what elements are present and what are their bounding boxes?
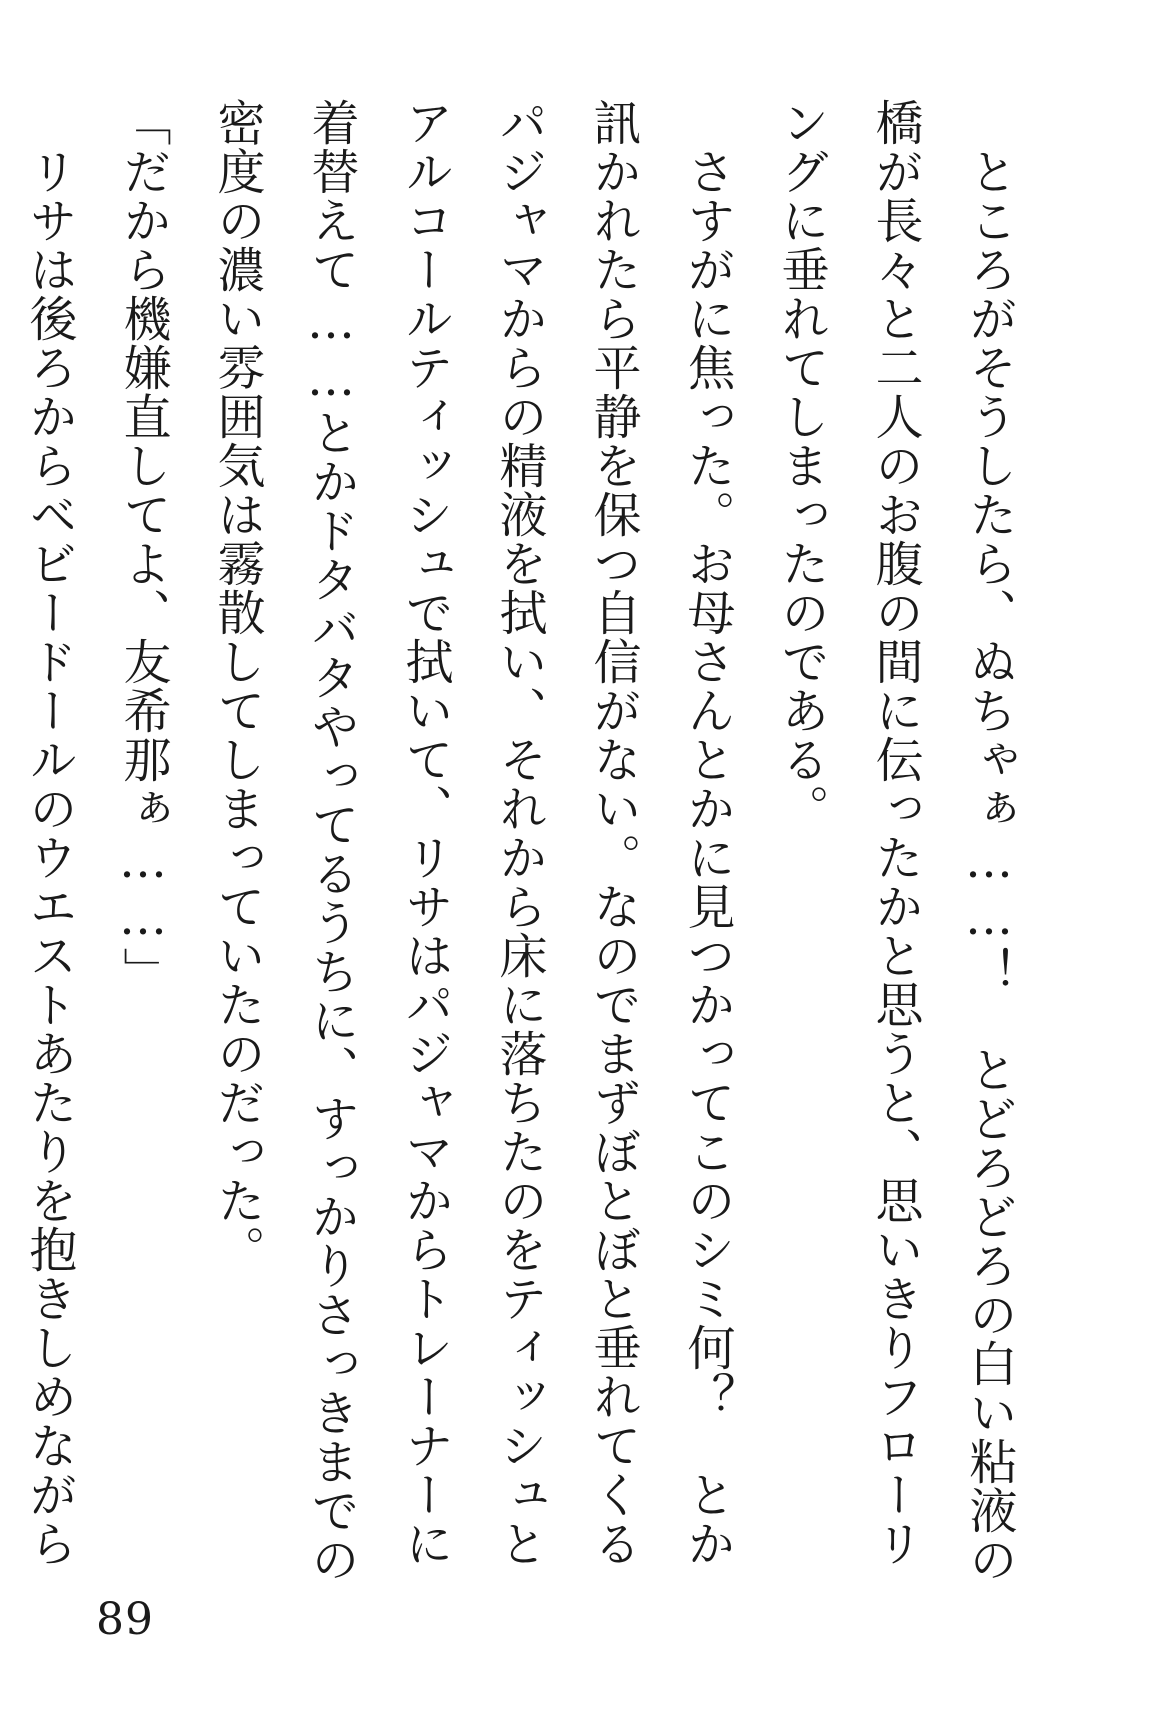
vertical-text-body <box>21 98 1036 1598</box>
paragraph-4: リサは後ろからベビードールのウエストあたりを抱きしめながら <box>21 147 77 1568</box>
page-number: 89 <box>96 1594 154 1645</box>
paragraph-3: 「だから機嫌直してよ、友希那ぁ……」 <box>115 98 171 996</box>
paragraph-1: ところがそうしたら、ぬちゃぁ……！ とどろどろの白い粘液の橋が長々と二人のお腹の間に伝ったかと思うと、思いきりフローリングに垂れてしまったのである。 <box>773 98 1017 1584</box>
paragraph-2: さすがに焦った。お母さんとかに見つかってこのシミ何？ とか訊かれたら平静を保つ自信がない。なのでまずぼとぼと垂れてくるパジャマからの精液を拭い、それから床に落ちたのをティッシュとアルコールティッシュで拭いて、リサはパジャマからトレーナーに着替えて……とかドタバタやってるうちに、すっかりさっきまでの密度の濃い雰囲気は霧散してしまっていたのだった。 <box>209 98 735 1584</box>
